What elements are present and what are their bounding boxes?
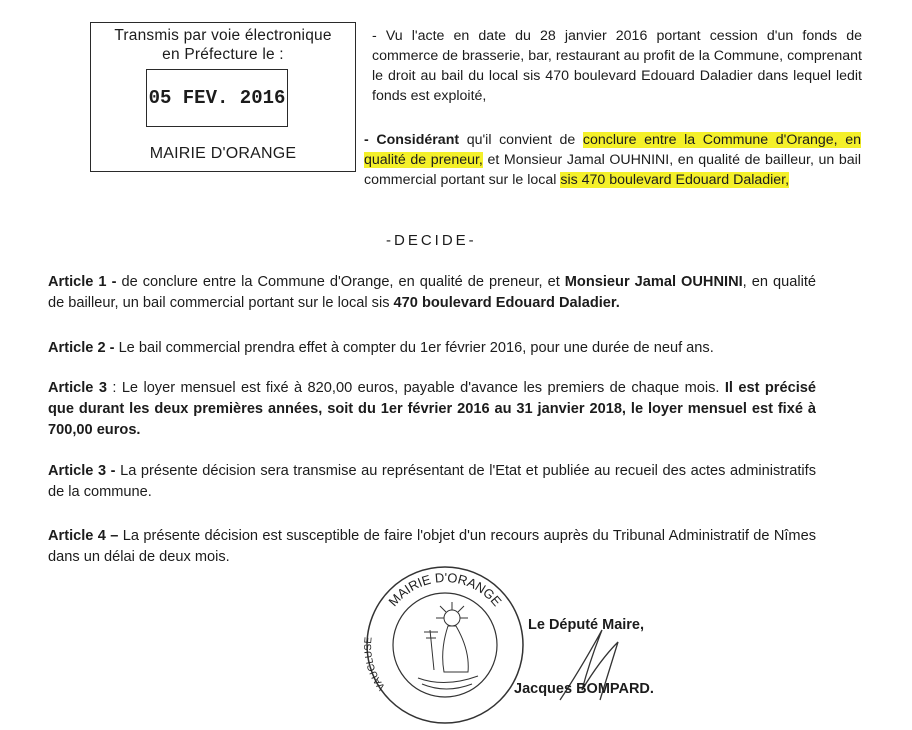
article-text: de conclure entre la Commune d'Orange, en qualité de preneur, et (116, 274, 565, 290)
signature-title: Le Député Maire, (528, 617, 645, 633)
article-1 (48, 272, 816, 314)
article-label: Article 1 - (48, 274, 117, 290)
article-label: Article 2 - (48, 340, 115, 356)
signature-name: Jacques BOMPARD. (514, 681, 654, 697)
stamp-mairie: MAIRIE D'ORANGE (149, 145, 297, 162)
article-label: Article 4 – (48, 528, 119, 544)
article-text: La présente décision sera transmise au représentant de l'Etat et publiée au recueil des actes administratifs de la commune. (48, 463, 816, 500)
highlight-2: sis 470 boulevard Edouard Daladier, (560, 172, 790, 188)
considerant-text-1: qu'il convient de (459, 132, 583, 148)
considerant-paragraph (364, 130, 861, 190)
article-text-bold: 470 boulevard Edouard Daladier. (393, 295, 620, 311)
stamp-date: 05 FEV. 2016 (146, 69, 288, 127)
decide-heading: -DECIDE- (386, 232, 477, 249)
article-text: : Le loyer mensuel est fixé à 820,00 euros, payable d'avance les premiers de chaque mois. (106, 380, 725, 396)
article-3b (48, 461, 816, 503)
seal-ring-top: MAIRIE D'ORANGE (385, 569, 505, 610)
article-label: Article 3 (48, 380, 107, 396)
stamp-line-2: en Préfecture le : (162, 46, 284, 63)
article-label: Article 3 - (48, 463, 116, 479)
stamp-line-1: Transmis par voie électronique (114, 27, 332, 44)
considerant-text-2: et Monsieur Jamal OUHNINI, en qualité de bailleur, un bail commercial portant sur le local (364, 152, 861, 188)
article-2 (48, 338, 816, 359)
article-text: Le bail commercial prendra effet à compter du 1er février 2016, pour une durée de neuf ans. (114, 340, 714, 356)
seal-figure-icon (418, 602, 478, 689)
article-3 (48, 378, 816, 441)
vu-paragraph: - Vu l'acte en date du 28 janvier 2016 portant cession d'un fonds de commerce de brasserie, bar, restaurant au profit de la Commune, comprenant le droit au bail du local sis 470 boulevard Edouard Daladier dans lequel ledit fonds est exploité, (372, 28, 862, 104)
considerant-lead: - Considérant (364, 132, 460, 148)
transmission-stamp (90, 22, 356, 172)
article-text: , en qualité de bailleur, un bail commercial portant sur le local sis (48, 274, 816, 311)
article-text: La présente décision est susceptible de faire l'objet d'un recours auprès du Tribunal Administratif de Nîmes dans un délai de deux mois. (48, 528, 817, 565)
article-text-bold: Il est précisé que durant les deux premières années, soit du 1er février 2016 au 31 janvier 2018, le loyer mensuel est fixé à 700,00 euros. (48, 380, 816, 438)
seal-ring-left: VAUCLUSE (363, 636, 388, 693)
article-text-bold: Monsieur Jamal OUHNINI (564, 274, 743, 290)
highlight-1: conclure entre la Commune d'Orange, en qualité de preneur, (364, 132, 861, 168)
